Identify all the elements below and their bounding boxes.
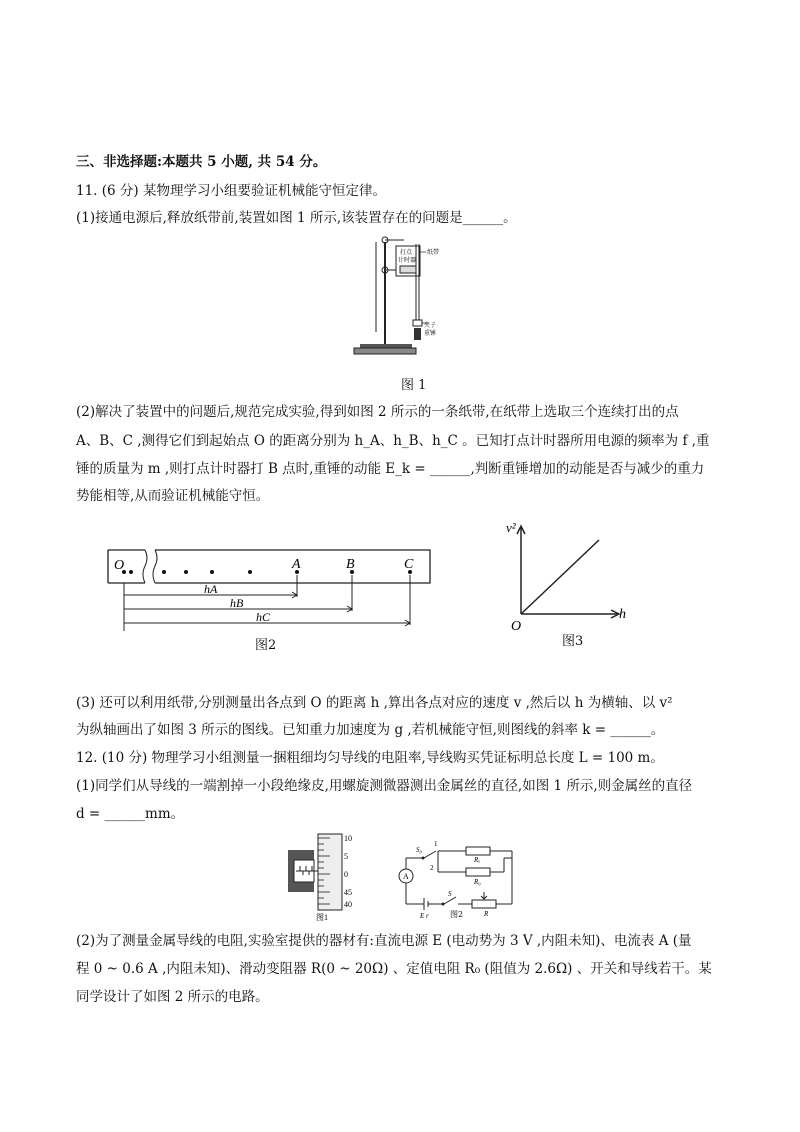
source-label: E r (420, 912, 429, 920)
switch-s-label: S (448, 890, 452, 898)
q12-part1-line2: d = ______mm。 (76, 806, 185, 822)
q12-part1-line1: (1)同学们从导线的一端割掉一小段绝缘皮,用螺旋测微器测出金属丝的直径,如图 1 所示,则金属丝的直径 (76, 778, 693, 794)
position-1-label: 1 (434, 840, 438, 848)
timer-label-1: 打点 (400, 250, 413, 256)
q11-part2-line1: (2)解决了装置中的问题后,规范完成实验,得到如图 2 所示的一条纸带,在纸带上选取三个连续打出的点 (76, 404, 679, 420)
distance-hC: hC (256, 610, 271, 624)
clip-label: 夹子 (424, 323, 437, 329)
tape-label: 纸带 (427, 250, 440, 256)
micrometer-tick-5: 5 (344, 852, 348, 861)
resistor-rx-label: Rₓ (474, 856, 481, 864)
micrometer-tick-10: 10 (344, 834, 352, 843)
point-C: C (404, 557, 414, 572)
micrometer-tick-0: 0 (344, 870, 348, 879)
y-axis-label: v² (506, 520, 516, 535)
q12-part2-line1: (2)为了测量金属导线的电阻,实验室提供的器材有:直流电源 E (电动势为 3 V ,内阻未知)、电流表 A (量 (76, 933, 692, 949)
distance-hB: hB (230, 596, 244, 610)
switch-s0-label: S₀ (416, 846, 422, 854)
q11-heading: 11. (6 分) 某物理学习小组要验证机械能守恒定律。 (76, 183, 386, 199)
weight-label: 重锤 (424, 331, 437, 337)
figure-3-caption: 图3 (562, 634, 584, 649)
q11-part2-line2: A、B、C ,测得它们到起始点 O 的距离分别为 h_A、h_B、h_C 。已知打点计时器所用电源的频率为 f ,重 (76, 433, 710, 449)
origin-label: O (511, 619, 522, 634)
q11-part1: (1)接通电源后,释放纸带前,装置如图 1 所示,该装置存在的问题是______。 (76, 210, 517, 226)
circuit-caption: 图2 (450, 910, 464, 919)
q12-part2-line2: 程 0 ~ 0.6 A ,内阻未知)、滑动变阻器 R(0 ~ 20Ω) 、定值电阻 R₀ (阻值为 2.6Ω) 、开关和导线若干。某 (76, 961, 712, 977)
q11-part3-line1: (3) 还可以利用纸带,分别测量出各点到 O 的距离 h ,算出各点对应的速度 v ,然后以 h 为横轴、以 v² (76, 695, 673, 711)
position-2-label: 2 (430, 864, 434, 872)
x-axis-label: h (619, 607, 626, 622)
rheostat-label: R (484, 910, 489, 918)
q11-part2-line3: 锤的质量为 m ,则打点计时器打 B 点时,重锤的动能 E_k = ______,判断重锤增加的动能是否与减少的重力 (76, 461, 705, 477)
q11-part3-line2: 为纵轴画出了如图 3 所示的图线。已知重力加速度为 g ,若机械能守恒,则图线的斜率 k = ______。 (76, 722, 665, 738)
q12-heading: 12. (10 分) 物理学习小组测量一捆粗细均匀导线的电阻率,导线购买凭证标明总长度 L = 100 m。 (76, 750, 664, 766)
q11-part2-line4: 势能相等,从而验证机械能守恒。 (76, 488, 270, 504)
micrometer-tick-45: 45 (344, 888, 352, 897)
micrometer-tick-40: 40 (344, 900, 352, 909)
point-A: A (292, 557, 301, 572)
graph-line (521, 540, 599, 614)
q12-part2-line3: 同学设计了如图 2 所示的电路。 (76, 989, 269, 1005)
resistor-r0-label: R₀ (474, 878, 481, 886)
point-O: O (114, 558, 125, 573)
ammeter-label: A (403, 872, 409, 881)
timer-label-2: 计时器 (398, 258, 417, 264)
figure-1-caption: 图 1 (401, 378, 427, 393)
distance-hA: hA (204, 582, 218, 596)
micrometer-caption: 图1 (316, 913, 328, 922)
figure-2-caption: 图2 (255, 638, 277, 653)
figure-micrometer (286, 828, 386, 923)
point-B: B (346, 557, 355, 572)
figure-1-apparatus (352, 232, 462, 362)
section-title: 三、非选择题:本题共 5 小题, 共 54 分。 (76, 154, 327, 170)
